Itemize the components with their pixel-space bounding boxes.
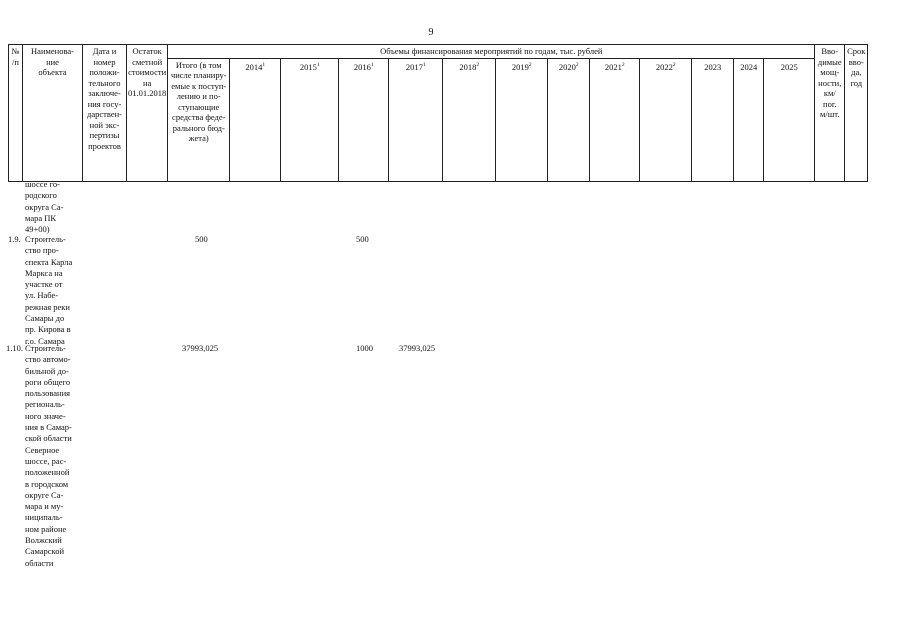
row-object-name: Строитель- ство про- спекта Карла Маркса на участке от ул. Набе- режная реки Самары до пр. Кирова в г.о. Самара xyxy=(25,234,73,346)
header-expertise-date: Дата и номер положи- тельного заключе- ния госу- дарствен- ной экс- пертизы проектов xyxy=(83,45,127,182)
header-year: 2017$^1$ xyxy=(389,58,443,181)
row-value-2016: 500 xyxy=(356,234,369,244)
header-object-name: Наименова- ние объекта xyxy=(23,45,83,182)
header-year: 2025 xyxy=(764,58,815,181)
header-year: 2016$^1$ xyxy=(339,58,389,181)
header-year: 2018$^2$ xyxy=(443,58,496,181)
header-year: 2022$^2$ xyxy=(640,58,692,181)
header-number: № /п xyxy=(9,45,23,182)
header-commission-term: Срок вво- да, год xyxy=(845,45,868,182)
header-year: 2015$^1$ xyxy=(281,58,339,181)
row-total: 500 xyxy=(195,234,208,244)
row-value-2016: 1000 xyxy=(356,343,373,353)
row-number: 1.10. xyxy=(6,343,23,353)
row-value-2017: 37993,025 xyxy=(399,343,436,353)
header-year: 2023 xyxy=(692,58,734,181)
header-year: 2014$^1$ xyxy=(230,58,281,181)
header-total: Итого (в том числе планиру- емые к поступ- лению и по- ступающие средства феде- рального бюд- жета) xyxy=(168,58,230,181)
row-total: 37993,025 xyxy=(182,343,219,353)
header-capacity: Вво- димые мощ- ности, км/ пог. м/шт. xyxy=(815,45,845,182)
header-year: 2024 xyxy=(734,58,764,181)
header-year: 2019$^2$ xyxy=(496,58,548,181)
header-year: 2021$^2$ xyxy=(590,58,640,181)
row-number: 1.9. xyxy=(8,234,21,244)
page-number: 9 xyxy=(428,27,434,38)
header-cost-remainder: Остаток сметной стоимости на 01.01.2018 xyxy=(127,45,168,182)
row-object-name: Строитель- ство автомо- бильной до- роги общего пользования региональ- ного значе- ния в Самар- ской области Северное шоссе, рас- положенной в городском округе Са- мара и му- ниципаль- ном районе Волжский Самарской области xyxy=(25,343,72,568)
financing-table-header xyxy=(8,44,868,182)
header-year: 2020$^2$ xyxy=(548,58,590,181)
row-object-name: шоссе го- родского округа Са- мара ПК 49+00) xyxy=(25,179,64,235)
header-financing-group: Объемы финансирования мероприятий по годам, тыс. рублей xyxy=(168,45,815,59)
